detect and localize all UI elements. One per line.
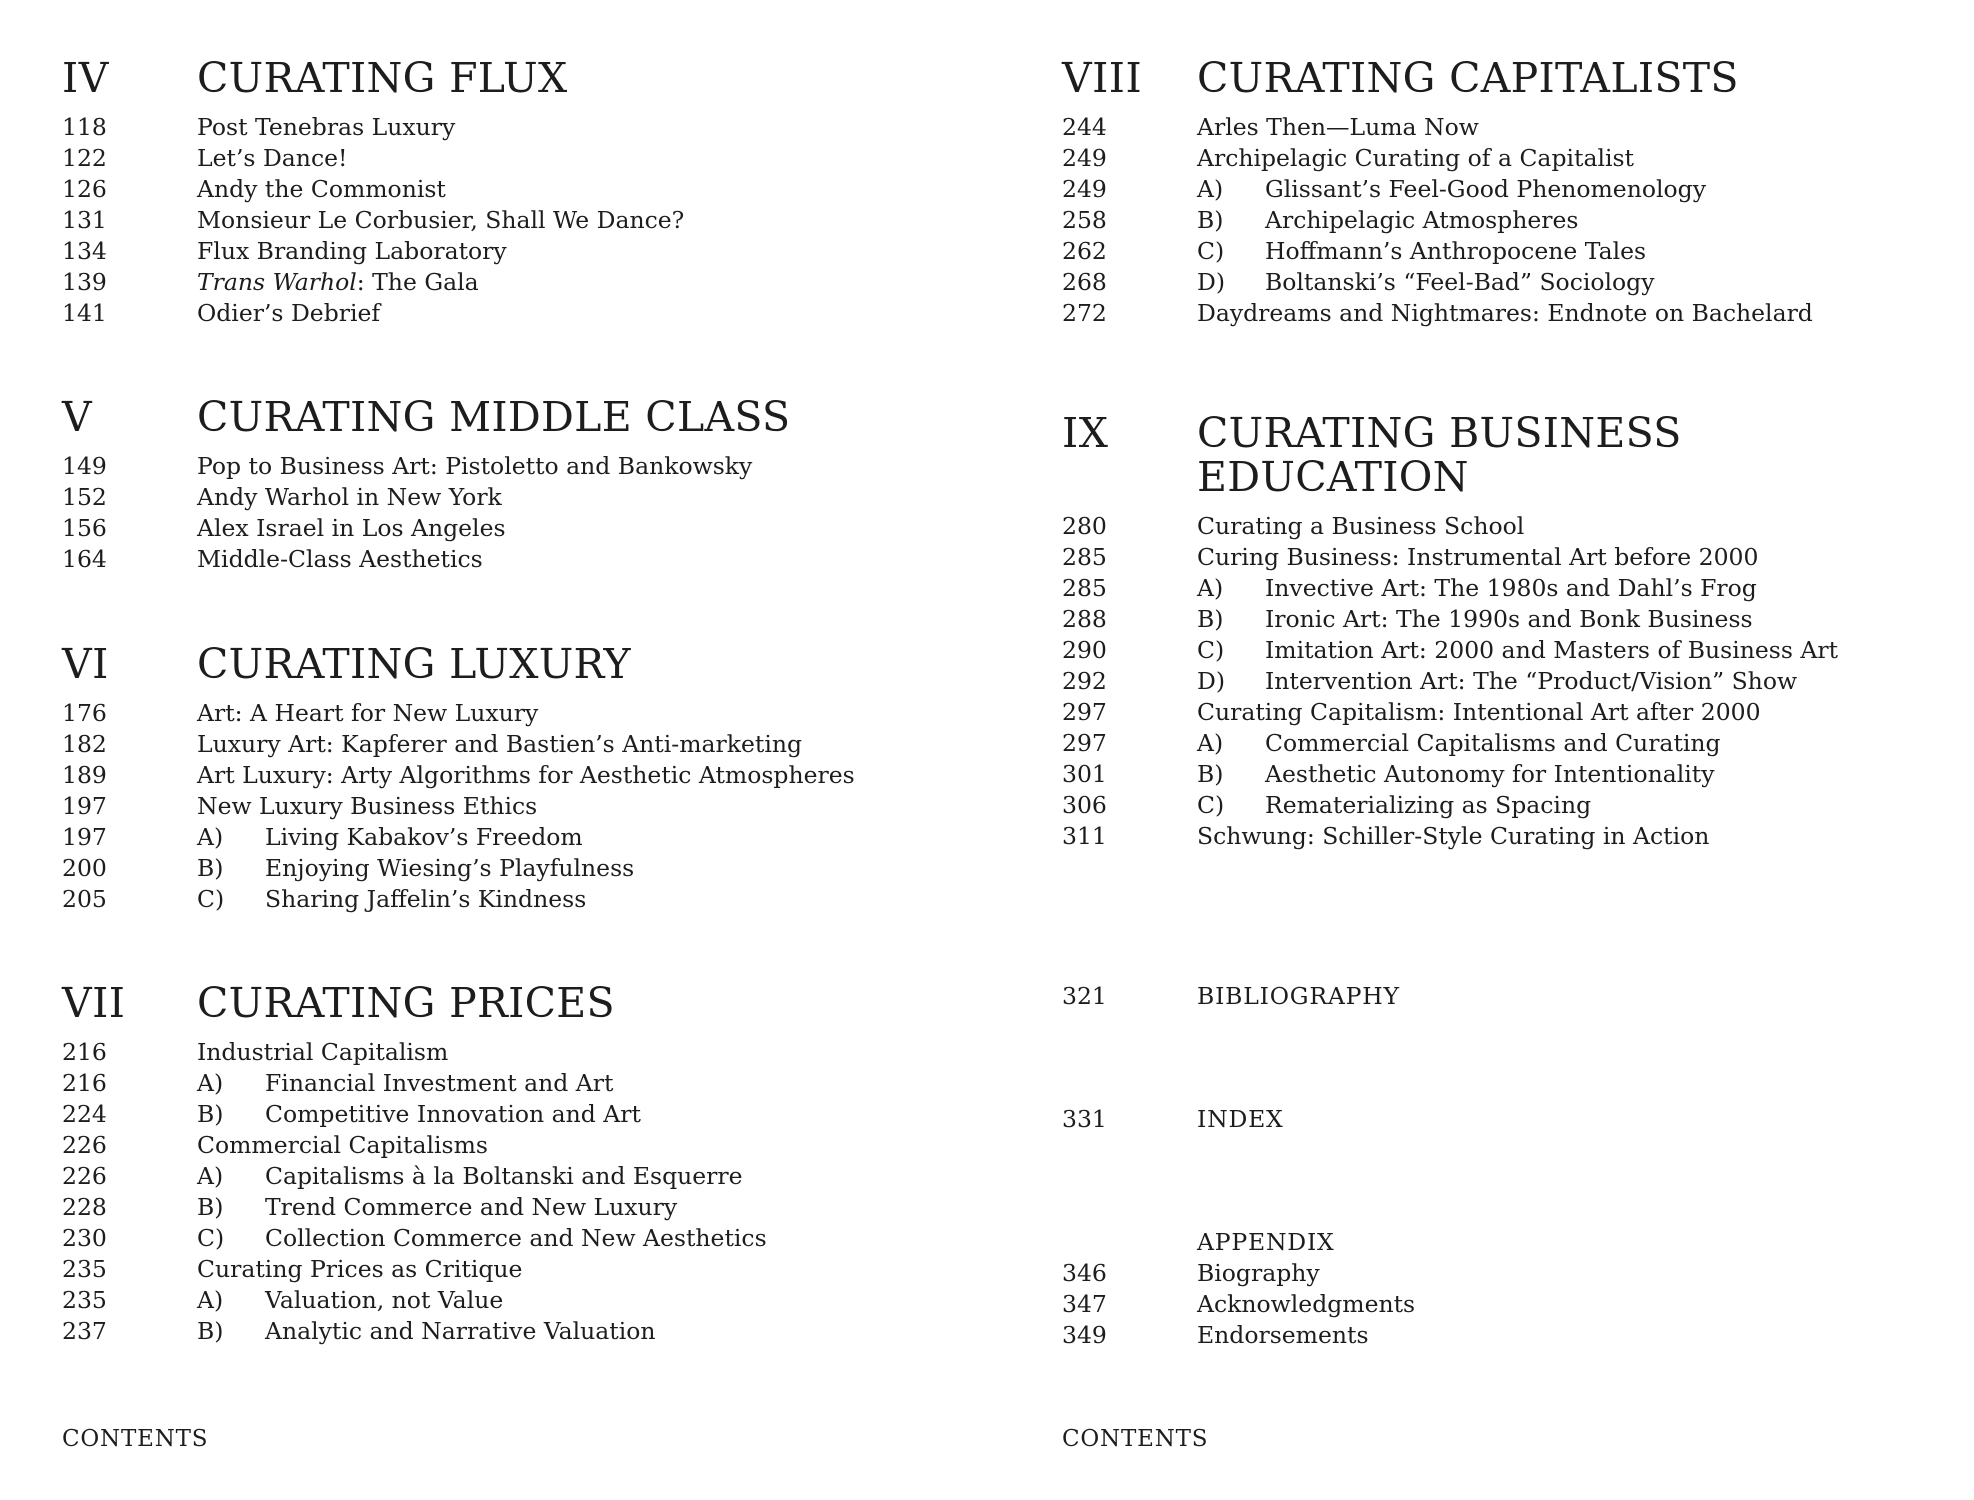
page-number: 164: [62, 545, 107, 573]
toc-entry[interactable]: [62, 513, 790, 544]
section-vi: [62, 642, 855, 915]
entry-marker: B): [1197, 605, 1224, 633]
section-v: [62, 395, 790, 575]
entry-title: Luxury Art: Kapferer and Bastien’s Anti-marketing: [197, 730, 803, 758]
section-numeral: VI: [62, 640, 109, 688]
entry-title-italic: Trans Warhol: [197, 268, 357, 296]
page-number: 200: [62, 854, 107, 882]
toc-entry[interactable]: [62, 1254, 767, 1285]
toc-entry[interactable]: [1062, 1258, 1415, 1289]
page-number: 280: [1062, 512, 1107, 540]
entry-title: Art Luxury: Arty Algorithms for Aesthetic Atmospheres: [197, 761, 855, 789]
entry-title: Commercial Capitalisms and Curating: [1265, 729, 1721, 757]
entry-title: INDEX: [1197, 1105, 1284, 1133]
toc-entry[interactable]: [1062, 143, 1813, 174]
page-number: 235: [62, 1286, 107, 1314]
page-number: 205: [62, 885, 107, 913]
entry-title: Capitalisms à la Boltanski and Esquerre: [265, 1162, 743, 1190]
entry-title: Middle-Class Aesthetics: [197, 545, 483, 573]
toc-entry[interactable]: [62, 143, 684, 174]
toc-entry[interactable]: [62, 791, 855, 822]
page-number: 249: [1062, 175, 1107, 203]
section-title: CURATING MIDDLE CLASS: [197, 393, 791, 441]
entry-title: [197, 267, 479, 298]
entry-title: Hoffmann’s Anthropocene Tales: [1265, 237, 1647, 265]
entry-title: Industrial Capitalism: [197, 1038, 449, 1066]
entry-title: Art: A Heart for New Luxury: [197, 699, 539, 727]
toc-entries: [1062, 112, 1813, 329]
toc-subentry[interactable]: [1062, 205, 1813, 236]
entry-title: Aesthetic Autonomy for Intentionality: [1265, 760, 1715, 788]
toc-subentry[interactable]: [62, 1068, 767, 1099]
entry-marker: C): [197, 885, 225, 913]
entry-marker: B): [1197, 760, 1224, 788]
toc-entry[interactable]: [62, 544, 790, 575]
page-number: 131: [62, 206, 107, 234]
entry-title: Enjoying Wiesing’s Playfulness: [265, 854, 635, 882]
entry-title: BIBLIOGRAPHY: [1197, 982, 1400, 1010]
entry-marker: D): [1197, 268, 1226, 296]
page-number: 189: [62, 761, 107, 789]
toc-entries: [62, 1037, 767, 1347]
entry-title: Andy the Commonist: [197, 175, 446, 203]
page-number: 134: [62, 237, 107, 265]
entry-title: Ironic Art: The 1990s and Bonk Business: [1265, 605, 1753, 633]
entry-title: Financial Investment and Art: [265, 1069, 614, 1097]
entry-marker: A): [197, 1069, 224, 1097]
entry-marker: A): [197, 823, 224, 851]
page-number: 118: [62, 113, 107, 141]
entry-title: Archipelagic Atmospheres: [1265, 206, 1579, 234]
toc-entry[interactable]: [62, 760, 855, 791]
toc-subentry[interactable]: [62, 1223, 767, 1254]
toc-entries: [1062, 511, 1838, 852]
section-ix: [1062, 411, 1838, 852]
toc-subentry[interactable]: [1062, 728, 1838, 759]
page-number: 139: [62, 268, 107, 296]
page-number: 197: [62, 792, 107, 820]
toc-subentry[interactable]: [62, 1285, 767, 1316]
page-number: 285: [1062, 543, 1107, 571]
page-number: 321: [1062, 982, 1107, 1010]
toc-entry[interactable]: [1062, 112, 1813, 143]
entry-marker: A): [1197, 574, 1224, 602]
page-number: 285: [1062, 574, 1107, 602]
toc-subentry[interactable]: [1062, 666, 1838, 697]
section-numeral: IX: [1062, 409, 1109, 457]
section-heading: [62, 395, 790, 439]
section-numeral: IV: [62, 54, 109, 102]
toc-subentry[interactable]: [1062, 174, 1813, 205]
toc-entry[interactable]: [1062, 697, 1838, 728]
page-number: 290: [1062, 636, 1107, 664]
appendix-block: [1062, 1227, 1415, 1351]
right-page: [1000, 0, 1974, 1500]
appendix-heading: [1062, 1227, 1415, 1258]
entry-marker: B): [197, 1317, 224, 1345]
toc-entry[interactable]: [1062, 511, 1838, 542]
page-number: 122: [62, 144, 107, 172]
page-number: 311: [1062, 822, 1107, 850]
page-number: 176: [62, 699, 107, 727]
toc-entry[interactable]: [62, 698, 855, 729]
page-number: 347: [1062, 1290, 1107, 1318]
entry-title: Andy Warhol in New York: [197, 483, 502, 511]
toc-entry[interactable]: [1062, 298, 1813, 329]
entry-title: Daydreams and Nightmares: Endnote on Bachelard: [1197, 299, 1813, 327]
toc-entry[interactable]: [62, 205, 684, 236]
entry-marker: A): [197, 1286, 224, 1314]
toc-subentry[interactable]: [1062, 790, 1838, 821]
entry-title: Acknowledgments: [1197, 1290, 1416, 1318]
page-number: 235: [62, 1255, 107, 1283]
page-number: 346: [1062, 1259, 1107, 1287]
entry-title-rest: : The Gala: [356, 268, 479, 296]
entry-title: Analytic and Narrative Valuation: [265, 1317, 656, 1345]
page-number: 244: [1062, 113, 1107, 141]
page-number: 141: [62, 299, 107, 327]
section-title: CURATING LUXURY: [197, 640, 631, 688]
page-number: 272: [1062, 299, 1107, 327]
toc-subentry[interactable]: [62, 1161, 767, 1192]
entry-marker: B): [197, 1100, 224, 1128]
entry-title: Archipelagic Curating of a Capitalist: [1197, 144, 1634, 172]
toc-entries: [62, 451, 790, 575]
section-title: CURATING CAPITALISTS: [1197, 54, 1739, 102]
section-heading: [1062, 56, 1813, 100]
section-heading: [62, 56, 684, 100]
section-heading: [1062, 411, 1838, 499]
toc-entries: [62, 698, 855, 915]
toc-entry[interactable]: [1062, 542, 1838, 573]
toc-subentry[interactable]: [1062, 604, 1838, 635]
entry-marker: C): [1197, 636, 1225, 664]
page-number: 301: [1062, 760, 1107, 788]
page-number: 182: [62, 730, 107, 758]
page-number: 288: [1062, 605, 1107, 633]
running-footer: CONTENTS: [1062, 1426, 1209, 1452]
toc-subentry[interactable]: [1062, 573, 1838, 604]
page-number: 228: [62, 1193, 107, 1221]
entry-title: Rematerializing as Spacing: [1265, 791, 1592, 819]
section-numeral: V: [62, 393, 93, 441]
entry-marker: B): [1197, 206, 1224, 234]
entry-title: Curing Business: Instrumental Art before 2000: [1197, 543, 1759, 571]
bibliography-entry[interactable]: [1062, 981, 1400, 1012]
section-title: CURATING PRICES: [197, 979, 615, 1027]
page-number: 262: [1062, 237, 1107, 265]
section-numeral: VIII: [1062, 54, 1143, 102]
page-number: 297: [1062, 729, 1107, 757]
toc-entry[interactable]: [62, 112, 684, 143]
entry-title: Living Kabakov’s Freedom: [265, 823, 583, 851]
entry-marker: C): [1197, 237, 1225, 265]
entry-title: Pop to Business Art: Pistoletto and Bankowsky: [197, 452, 753, 480]
section-iv: [62, 56, 684, 329]
entry-marker: D): [1197, 667, 1226, 695]
entry-marker: B): [197, 1193, 224, 1221]
page-number: 268: [1062, 268, 1107, 296]
entry-marker: C): [197, 1224, 225, 1252]
toc-entry[interactable]: [1062, 1320, 1415, 1351]
toc-entry[interactable]: [1062, 821, 1838, 852]
toc-subentry[interactable]: [62, 853, 855, 884]
entry-title: Valuation, not Value: [265, 1286, 504, 1314]
page-number: 237: [62, 1317, 107, 1345]
entry-title: Endorsements: [1197, 1321, 1369, 1349]
page-number: 226: [62, 1131, 107, 1159]
entry-title: Curating Capitalism: Intentional Art after 2000: [1197, 698, 1761, 726]
entry-title: Post Tenebras Luxury: [197, 113, 456, 141]
toc-entry[interactable]: [62, 482, 790, 513]
section-viii: [1062, 56, 1813, 329]
toc-subentry[interactable]: [1062, 635, 1838, 666]
entry-title: Trend Commerce and New Luxury: [265, 1193, 678, 1221]
appendix-title: APPENDIX: [1197, 1228, 1335, 1256]
page-number: 292: [1062, 667, 1107, 695]
index-entry[interactable]: [1062, 1104, 1284, 1135]
entry-title: Curating a Business School: [1197, 512, 1525, 540]
entry-marker: A): [1197, 729, 1224, 757]
entry-title: Glissant’s Feel-Good Phenomenology: [1265, 175, 1706, 203]
entry-title: Invective Art: The 1980s and Dahl’s Frog: [1265, 574, 1757, 602]
page-number: 224: [62, 1100, 107, 1128]
toc-entry[interactable]: [62, 451, 790, 482]
page-number: 230: [62, 1224, 107, 1252]
entry-title: Imitation Art: 2000 and Masters of Business Art: [1265, 636, 1839, 664]
toc-subentry[interactable]: [62, 1192, 767, 1223]
toc-subentry[interactable]: [62, 822, 855, 853]
toc-entry[interactable]: [1062, 1289, 1415, 1320]
page-number: 152: [62, 483, 107, 511]
toc-subentry[interactable]: [1062, 267, 1813, 298]
section-numeral: VII: [62, 979, 126, 1027]
page-number: 149: [62, 452, 107, 480]
toc-entry[interactable]: [62, 236, 684, 267]
entry-title: Arles Then—Luma Now: [1197, 113, 1479, 141]
entry-title: Odier’s Debrief: [197, 299, 381, 327]
entry-title: New Luxury Business Ethics: [197, 792, 538, 820]
toc-entry[interactable]: [62, 298, 684, 329]
toc-entry[interactable]: [62, 267, 684, 298]
entry-title: Monsieur Le Corbusier, Shall We Dance?: [197, 206, 685, 234]
section-title: CURATING BUSINESS EDUCATION: [1197, 409, 1682, 501]
toc-entries: [62, 112, 684, 329]
entry-title: Curating Prices as Critique: [197, 1255, 523, 1283]
entry-title: Schwung: Schiller-Style Curating in Action: [1197, 822, 1710, 850]
page-number: 216: [62, 1038, 107, 1066]
toc-entry[interactable]: [62, 174, 684, 205]
entry-title: Let’s Dance!: [197, 144, 348, 172]
toc-entry[interactable]: [62, 729, 855, 760]
entry-title: Collection Commerce and New Aesthetics: [265, 1224, 767, 1252]
page-number: 216: [62, 1069, 107, 1097]
section-title: CURATING FLUX: [197, 54, 568, 102]
page-number: 249: [1062, 144, 1107, 172]
page-number: 349: [1062, 1321, 1107, 1349]
toc-subentry[interactable]: [62, 1316, 767, 1347]
entry-title: Commercial Capitalisms: [197, 1131, 488, 1159]
page-number: 297: [1062, 698, 1107, 726]
entry-title: Sharing Jaffelin’s Kindness: [265, 885, 587, 913]
toc-entry[interactable]: [62, 1130, 767, 1161]
entry-title: Boltanski’s “Feel-Bad” Sociology: [1265, 268, 1655, 296]
entry-marker: A): [197, 1162, 224, 1190]
entry-title: Biography: [1197, 1259, 1320, 1287]
entry-marker: B): [197, 854, 224, 882]
toc-subentry[interactable]: [1062, 759, 1838, 790]
entry-title: Alex Israel in Los Angeles: [197, 514, 506, 542]
entry-marker: C): [1197, 791, 1225, 819]
page-number: 331: [1062, 1105, 1107, 1133]
running-footer: CONTENTS: [62, 1426, 209, 1452]
toc-entry[interactable]: [62, 1037, 767, 1068]
entry-marker: A): [1197, 175, 1224, 203]
section-vii: [62, 981, 767, 1347]
page-number: 258: [1062, 206, 1107, 234]
entry-title: Intervention Art: The “Product/Vision” Show: [1265, 667, 1798, 695]
toc-subentry[interactable]: [62, 1099, 767, 1130]
toc-subentry[interactable]: [62, 884, 855, 915]
page-number: 306: [1062, 791, 1107, 819]
section-heading: [62, 642, 855, 686]
section-heading: [62, 981, 767, 1025]
page-number: 197: [62, 823, 107, 851]
entry-title: Flux Branding Laboratory: [197, 237, 507, 265]
page-number: 156: [62, 514, 107, 542]
page-number: 126: [62, 175, 107, 203]
entry-title: Competitive Innovation and Art: [265, 1100, 641, 1128]
page-number: 226: [62, 1162, 107, 1190]
toc-subentry[interactable]: [1062, 236, 1813, 267]
